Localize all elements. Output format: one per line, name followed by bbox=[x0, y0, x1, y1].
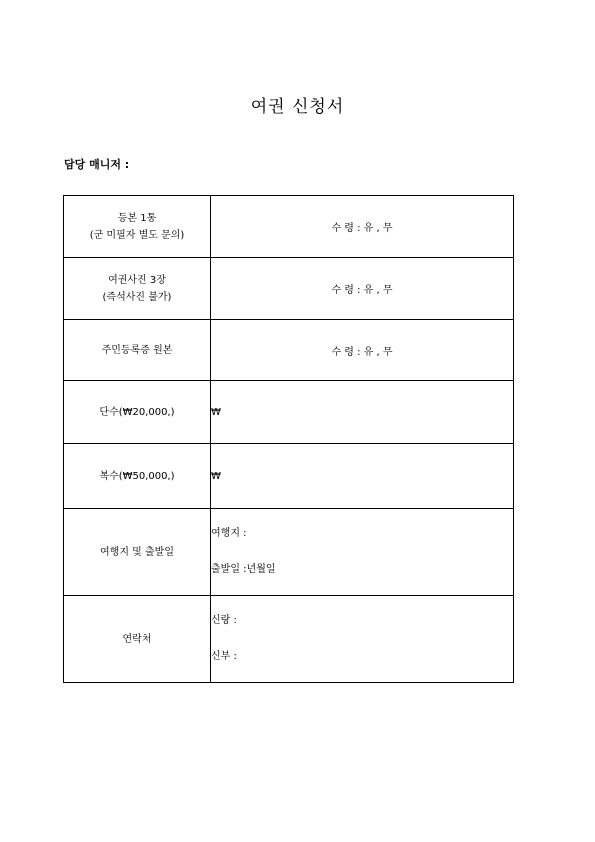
row-contact bbox=[64, 596, 514, 683]
bride-contact-field[interactable]: 신부 : bbox=[211, 651, 237, 662]
label-photo-line1: 여권사진 3장 bbox=[108, 274, 166, 286]
destination-field[interactable]: 여행지 : bbox=[211, 528, 247, 539]
label-multiple: 복수(₩50,000,) bbox=[64, 444, 211, 509]
value-photo[interactable]: 수 령 : 유 , 무 bbox=[211, 258, 514, 320]
value-multiple[interactable]: ₩ bbox=[211, 444, 514, 509]
manager-label: 담당 매니저 : bbox=[64, 158, 130, 171]
row-single bbox=[64, 381, 514, 444]
label-contact: 연락처 bbox=[64, 596, 211, 683]
row-id-card bbox=[64, 320, 514, 381]
label-travel: 여행지 및 출발일 bbox=[64, 509, 211, 596]
row-deungbon bbox=[64, 196, 514, 258]
value-id-card[interactable]: 수 령 : 유 , 무 bbox=[211, 320, 514, 381]
value-single[interactable]: ₩ bbox=[211, 381, 514, 444]
label-photo bbox=[64, 258, 211, 320]
page-title: 여권 신청서 bbox=[250, 97, 345, 117]
row-multiple bbox=[64, 444, 514, 509]
value-contact bbox=[211, 596, 514, 683]
groom-contact-field[interactable]: 신랑 : bbox=[211, 615, 237, 626]
value-deungbon[interactable]: 수 령 : 유 , 무 bbox=[211, 196, 514, 258]
label-deungbon-line1: 등본 1통 bbox=[117, 212, 157, 224]
label-deungbon-line2: (군 미필자 별도 문의) bbox=[89, 229, 185, 241]
label-single: 단수(₩20,000,) bbox=[64, 381, 211, 444]
value-travel bbox=[211, 509, 514, 596]
label-id-card: 주민등록증 원본 bbox=[64, 320, 211, 381]
label-deungbon bbox=[64, 196, 211, 258]
label-photo-line2: (즉석사진 불가) bbox=[102, 291, 172, 303]
row-photo bbox=[64, 258, 514, 320]
row-travel bbox=[64, 509, 514, 596]
departure-date-field[interactable]: 출발일 :년월일 bbox=[211, 564, 276, 575]
application-table bbox=[63, 195, 514, 683]
